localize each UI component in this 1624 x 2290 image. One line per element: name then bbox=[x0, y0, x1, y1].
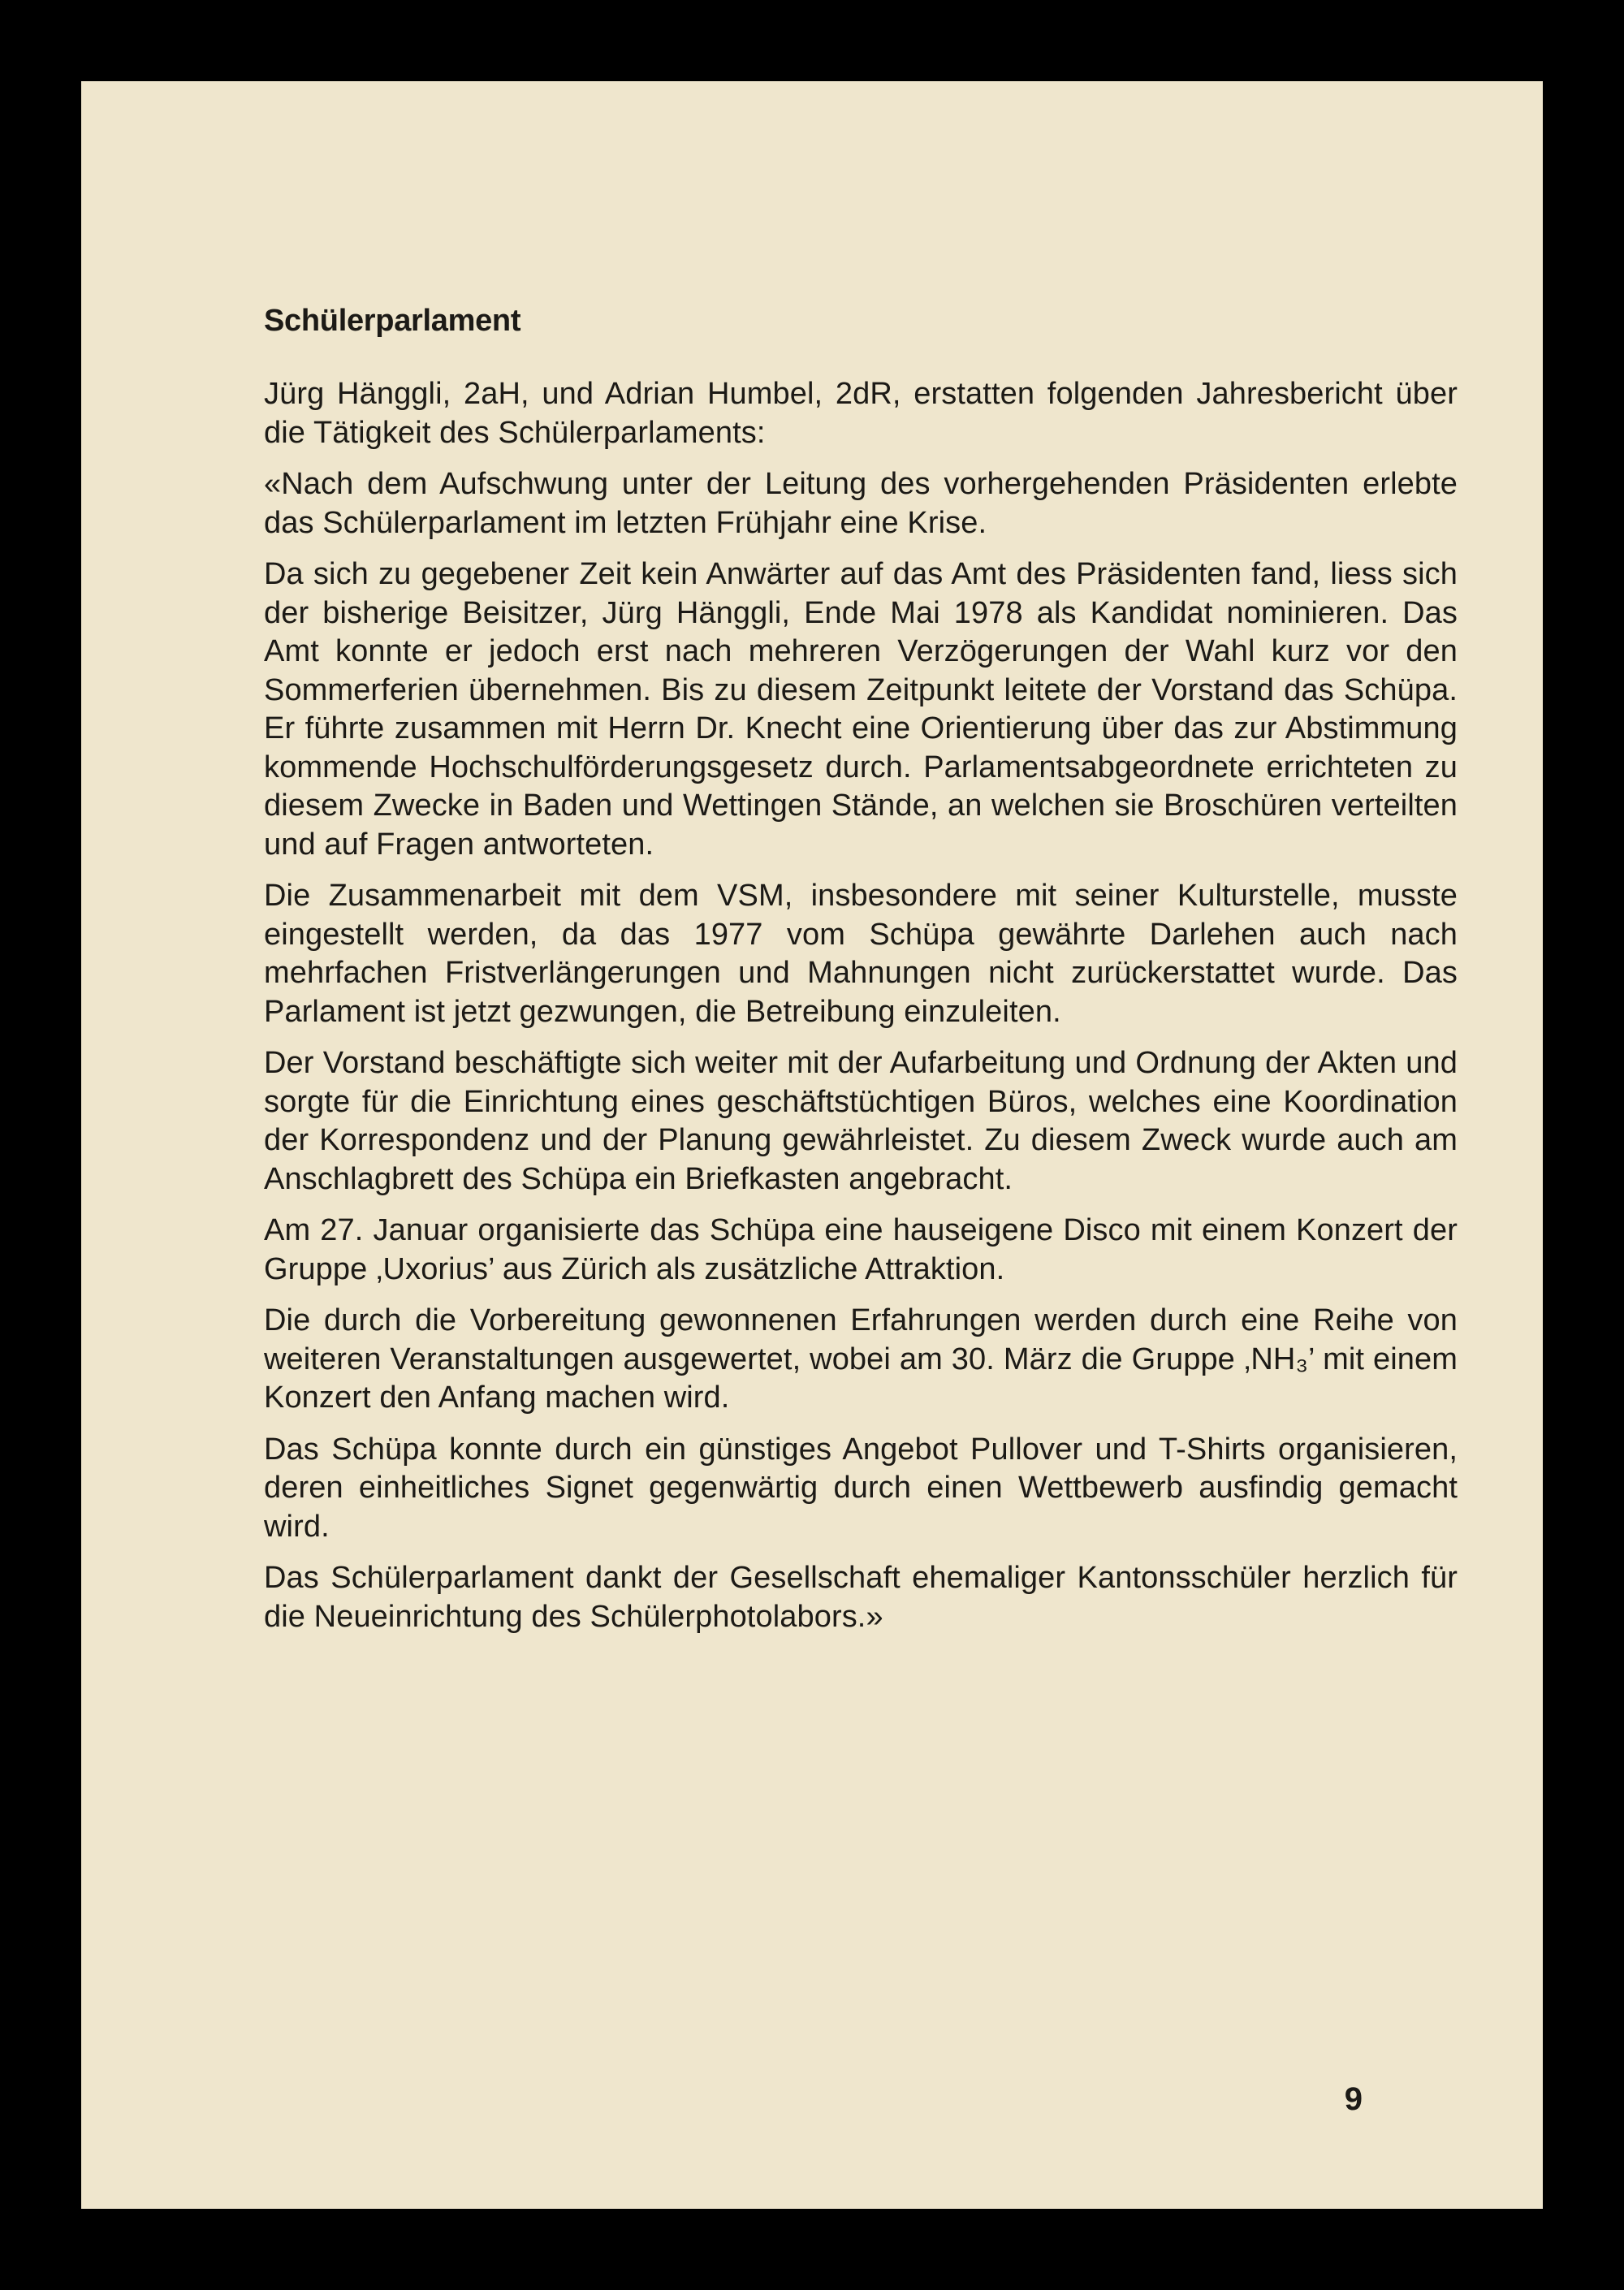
paragraph-shirts: Das Schüpa konnte durch ein günstiges Angebot Pullover und T-Shirts organisieren, deren einheitliches Signet gegenwärtig durch einen Wettbewerb ausfindig gemacht wird. bbox=[264, 1432, 1458, 1544]
paragraph-vsm: Die Zusammenarbeit mit dem VSM, insbesondere mit seiner Kulturstelle, musste eingestellt werden, da das 1977 vom Schüpa gewährte Darlehen auch nach mehrfachen Fristverlängerungen und Mahnungen nicht zurückerstattet wurde. Das Parlament ist jetzt gezwungen, die Betreibung einzuleiten. bbox=[264, 879, 1458, 1029]
section-heading: Schülerparlament bbox=[264, 304, 521, 338]
page-number: 9 bbox=[1344, 2081, 1363, 2117]
paragraph-intro: Jürg Hänggli, 2aH, und Adrian Humbel, 2dR, erstatten folgenden Jahresbericht über die Tätigkeit des Schülerparlaments: bbox=[264, 377, 1458, 450]
paragraph-disco: Am 27. Januar organisierte das Schüpa eine hauseigene Disco mit einem Konzert der Gruppe ‚Uxorius’ aus Zürich als zusätzliche Attraktion. bbox=[264, 1213, 1458, 1286]
paragraph-events: Die durch die Vorbereitung gewonnenen Erfahrungen werden durch eine Reihe von weiteren Veranstaltungen ausgewertet, wobei am 30. März die Gruppe ‚NH₃’ mit einem Konzert den Anfang machen wird. bbox=[264, 1303, 1458, 1415]
paragraph-office: Der Vorstand beschäftigte sich weiter mit der Aufarbeitung und Ordnung der Akten und sorgte für die Einrichtung eines geschäftstüchtigen Büros, welches eine Koordination der Korrespondenz und der Planung gewährleistet. Zu diesem Zweck wurde auch am Anschlagbrett des Schüpa ein Briefkasten angebracht. bbox=[264, 1046, 1458, 1196]
document-page bbox=[81, 81, 1543, 2209]
paragraph-crisis: «Nach dem Aufschwung unter der Leitung des vorhergehenden Präsidenten erlebte das Schülerparlament im letzten Frühjahr eine Krise. bbox=[264, 467, 1458, 540]
paragraph-president: Da sich zu gegebener Zeit kein Anwärter auf das Amt des Präsidenten fand, liess sich der bisherige Beisitzer, Jürg Hänggli, Ende Mai 1978 als Kandidat nominieren. Das Amt konnte er jedoch erst nach mehreren Verzögerungen der Wahl kurz vor den Sommerferien übernehmen. Bis zu diesem Zeitpunkt leitete der Vorstand das Schüpa. Er führte zusammen mit Herrn Dr. Knecht eine Orientierung über das zur Abstimmung kommende Hochschulförderungsgesetz durch. Parlamentsabgeordnete errichteten zu diesem Zwecke in Baden und Wettingen Stände, an welchen sie Broschüren verteilten und auf Fragen antworteten. bbox=[264, 557, 1458, 862]
page-body bbox=[264, 300, 1458, 1649]
paragraph-thanks: Das Schülerparlament dankt der Gesellschaft ehemaliger Kantonsschüler herzlich für die Neueinrichtung des Schülerphotolabors.» bbox=[264, 1561, 1458, 1634]
